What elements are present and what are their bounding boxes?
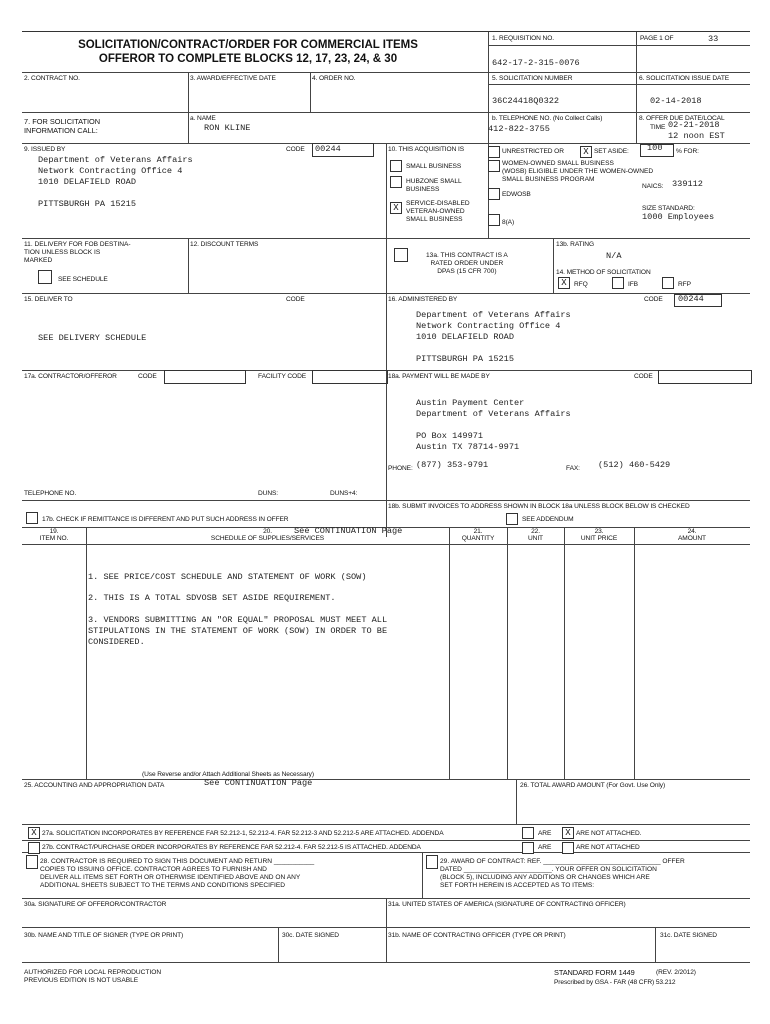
are-not-label: ARE NOT ATTACHED. [576,830,642,837]
schedule-continuation: See CONTINUATION Page [294,526,403,536]
contract-no-label: 2. CONTRACT NO. [24,75,80,82]
requisition-value[interactable]: 642-17-2-315-0076 [492,58,580,68]
naics-label: NAICS: [642,183,664,190]
see-addendum-label: SEE ADDENDUM [522,516,574,523]
schedule-header: SCHEDULE OF SUPPLIES/SERVICES [210,535,325,542]
administered-by-address[interactable]: Department of Veterans Affairs Network Contracting Office 4 1010 DELAFIELD ROAD PITTSBURGH PA 15215 [416,310,571,364]
amount-header: AMOUNT [678,535,706,542]
rating-value[interactable]: N/A [606,251,622,261]
award-checkbox[interactable] [426,855,438,869]
edwosb-label: EDWOSB [502,191,531,198]
payment-address[interactable]: Austin Payment Center Department of Veterans Affairs PO Box 149971 Austin TX 78714-9971 [416,398,571,452]
solicitation-date-label: 6. SOLICITATION ISSUE DATE [639,75,730,82]
delivery-fob-label: 11. DELIVERY FOR FOB DESTINA- TION UNLESS BLOCK IS MARKED [24,241,131,264]
size-standard-value[interactable]: 1000 Employees [642,212,715,222]
form-revision: (REV. 2/2012) [656,969,696,976]
duns4-label: DUNS+4: [330,490,358,497]
are-attached-checkbox-2[interactable] [522,842,534,854]
are-attached-checkbox[interactable] [522,827,534,839]
see-schedule-checkbox[interactable] [38,270,52,284]
issued-code-label: CODE [286,146,305,153]
offeror-signature-label: 30a. SIGNATURE OF OFFEROR/CONTRACTOR [24,901,167,908]
contractor-sign-checkbox[interactable] [26,855,38,869]
remittance-label: 17b. CHECK IF REMITTANCE IS DIFFERENT AND PUT SUCH ADDRESS IN OFFER [42,516,289,523]
award-contract-text: 29. AWARD OF CONTRACT: REF. ________________________________ OFFER DATED ________________________. YOUR OFFER ON SOLICITATION (BLOCK 5), INCLUDING ANY ADDITIONS OR CHANGES WHICH ARE SET FORTH HEREIN IS ACCEPTED AS TO ITEMS: [440,858,685,889]
payment-code-label: CODE [634,373,653,380]
solicitation-number-value[interactable]: 36C24418Q0322 [492,96,560,106]
are-label: ARE [538,830,552,837]
are-not-attached-checkbox[interactable]: X [562,827,574,839]
unrestricted-label: UNRESTRICTED OR [502,148,564,155]
payment-phone-value[interactable]: (877) 353-9791 [416,460,489,470]
form-title-line1: SOLICITATION/CONTRACT/ORDER FOR COMMERCIAL ITEMS [78,39,418,51]
rated-order-label: 13a. THIS CONTRACT IS A RATED ORDER UNDER DPAS (15 CFR 700) [426,252,508,275]
eight-a-checkbox[interactable] [488,214,500,226]
sdvosb-checkbox[interactable]: X [390,202,402,214]
quantity-num: 21. [473,528,483,535]
set-aside-percent: 100 [647,143,663,153]
unrestricted-checkbox[interactable] [488,146,500,158]
schedule-num: 20. [263,528,272,535]
wosb-checkbox[interactable] [488,160,500,172]
issued-by-label: 9. ISSUED BY [24,146,66,153]
unit-header: UNIT [528,535,543,542]
schedule-item: 3. VENDORS SUBMITTING AN "OR EQUAL" PROPOSAL MUST MEET ALL STIPULATIONS IN THE STATEMENT OF WORK (SOW) IN ORDER TO BE CONSIDERED. [88,615,388,647]
are-not-attached-checkbox-2[interactable] [562,842,574,854]
percent-for-label: % FOR: [676,148,699,155]
reproduction-note: AUTHORIZED FOR LOCAL REPRODUCTION PREVIOUS EDITION IS NOT USABLE [24,969,162,984]
item-no-num: 19. [49,528,59,535]
are-not-label-2: ARE NOT ATTACHED [576,844,640,851]
sf1449-form [22,31,750,1008]
acquisition-label: 10. THIS ACQUISITION IS [388,146,464,153]
standard-form-name: STANDARD FORM 1449 [554,968,635,977]
schedule-item: 2. THIS IS A TOTAL SDVOSB SET ASIDE REQUIREMENT. [88,593,336,603]
payment-label: 18a. PAYMENT WILL BE MADE BY [388,373,490,380]
ifb-label: IFB [628,281,638,288]
rfq-checkbox[interactable]: X [558,277,570,289]
contractor-label: 17a. CONTRACTOR/OFFEROR [24,373,117,380]
solicitation-date-value[interactable]: 02-14-2018 [650,96,702,106]
facility-code-label: FACILITY CODE [258,373,307,380]
solicitation-addenda-label: 27a. SOLICITATION INCORPORATES BY REFERENCE FAR 52.212-1, 52.212-4. FAR 52.212-3 AND 52.212-5 ARE ATTACHED. ADDENDA [42,830,444,837]
issued-by-address[interactable]: Department of Veterans Affairs Network Contracting Office 4 1010 DELAFIELD ROAD PITTSBURGH PA 15215 [38,155,193,209]
set-aside-label: SET ASIDE: [594,148,629,155]
total-award-label: 26. TOTAL AWARD AMOUNT (For Govt. Use Only) [520,782,666,789]
admin-code-value: 00244 [678,294,704,304]
award-date-label: 3. AWARD/EFFECTIVE DATE [190,75,276,82]
telephone-value[interactable]: 412-822-3755 [488,124,550,134]
offer-due-date[interactable]: 02-21-2018 [668,120,720,130]
payment-fax-label: FAX: [566,465,580,472]
rfp-label: RFP [678,281,691,288]
method-label: 14. METHOD OF SOLICITATION [556,269,651,276]
signer-name-label: 30b. NAME AND TITLE OF SIGNER (TYPE OR PRINT) [24,932,184,939]
contract-addenda-checkbox[interactable] [28,842,40,854]
contractor-code-label: CODE [138,373,157,380]
order-no-label: 4. ORDER NO. [312,75,356,82]
see-addendum-checkbox[interactable] [506,513,518,525]
hubzone-label: HUBZONE SMALL BUSINESS [406,178,462,193]
telephone-label: b. TELEPHONE NO. (No Collect Calls) [492,115,603,122]
payment-code-box[interactable] [658,370,752,384]
eight-a-label: 8(A) [502,219,515,226]
contractor-sign-text: 28. CONTRACTOR IS REQUIRED TO SIGN THIS DOCUMENT AND RETURN ___________ COPIES TO ISSUING OFFICE. CONTRACTOR AGREES TO FURNISH AND DELIVER ALL ITEMS SET FORTH OR OTHERWISE IDENTIFIED ABOVE AND ON ANY ADDITIONAL SHEETS SUBJECT TO THE TERMS AND CONDITIONS SPECIFIED [40,858,315,889]
officer-date-label: 31c. DATE SIGNED [660,932,717,939]
solicitation-addenda-checkbox[interactable]: X [28,827,40,839]
payment-phone-label: PHONE: [388,465,413,472]
admin-code-label: CODE [644,296,663,303]
name-label: a. NAME [190,115,216,122]
discount-terms-label: 12. DISCOUNT TERMS [190,241,259,248]
are-label-2: ARE [538,844,552,851]
requisition-label: 1. REQUISITION NO. [492,35,554,42]
small-business-label: SMALL BUSINESS [406,163,462,170]
prescribed-by: Prescribed by GSA - FAR (48 CFR) 53.212 [554,979,676,986]
edwosb-checkbox[interactable] [488,188,500,200]
contract-addenda-label: 27b. CONTRACT/PURCHASE ORDER INCORPORATES BY REFERENCE FAR 52.212-4. FAR 52.212-5 IS ATTACHED. ADDENDA [42,844,421,851]
offer-due-label: 8. OFFER DUE DATE/LOCAL [639,115,725,122]
wosb-label: WOMEN-OWNED SMALL BUSINESS (WOSB) ELIGIBLE UNDER THE WOMEN-OWNED SMALL BUSINESS PROGRAM [502,160,654,183]
telephone-no-label: TELEPHONE NO. [24,490,77,497]
deliver-code-label: CODE [286,296,305,303]
sdvosb-label: SERVICE-DISABLED VETERAN-OWNED SMALL BUSINESS [406,200,470,223]
solicitation-number-label: 5. SOLICITATION NUMBER [492,75,573,82]
unit-price-header: UNIT PRICE [580,535,618,542]
accounting-value[interactable]: See CONTINUATION Page [204,778,313,788]
administered-by-label: 16. ADMINISTERED BY [388,296,458,303]
page-total: 33 [708,34,719,44]
unit-price-num: 23. [594,528,604,535]
payment-fax-value[interactable]: (512) 460-5429 [598,460,671,470]
officer-name-label: 31b. NAME OF CONTRACTING OFFICER (TYPE OR PRINT) [388,932,566,939]
time-label: TIME [650,124,666,131]
size-standard-label: SIZE STANDARD: [642,205,695,212]
naics-value[interactable]: 339112 [672,179,703,189]
solicitation-info-label: 7. FOR SOLICITATION INFORMATION CALL: [24,117,101,135]
item-no-header: ITEM NO. [39,535,69,542]
offer-due-time[interactable]: 12 noon EST [668,131,725,141]
facility-code-box[interactable] [312,370,388,384]
reverse-note: (Use Reverse and/or Attach Additional Sheets as Necessary) [142,771,314,778]
officer-signature-label: 31a. UNITED STATES OF AMERICA (SIGNATURE OF CONTRACTING OFFICER) [388,901,626,908]
ifb-checkbox[interactable] [612,277,624,289]
set-aside-checkbox[interactable]: X [580,146,592,158]
issued-code-value: 00244 [315,144,341,154]
duns-label: DUNS: [258,490,279,497]
unit-num: 22. [531,528,540,535]
accounting-label: 25. ACCOUNTING AND APPROPRIATION DATA [24,782,165,789]
page-label: PAGE 1 OF [640,35,674,42]
deliver-to-label: 15. DELIVER TO [24,296,73,303]
rfp-checkbox[interactable] [662,277,674,289]
rated-order-checkbox[interactable] [394,248,408,262]
contact-name[interactable]: RON KLINE [204,123,251,133]
remittance-checkbox[interactable] [26,512,38,524]
quantity-header: QUANTITY [461,535,495,542]
small-business-checkbox[interactable] [390,160,402,172]
rating-label: 13b. RATING [556,241,594,248]
hubzone-checkbox[interactable] [390,176,402,188]
form-title-line2: OFFEROR TO COMPLETE BLOCKS 12, 17, 23, 24, & 30 [98,53,398,65]
deliver-to-value[interactable]: SEE DELIVERY SCHEDULE [38,333,147,343]
offeror-date-label: 30c. DATE SIGNED [282,932,339,939]
rfq-label: RFQ [574,281,588,288]
contractor-code-box[interactable] [164,370,246,384]
see-schedule-label: SEE SCHEDULE [58,276,108,283]
submit-invoices-label: 18b. SUBMIT INVOICES TO ADDRESS SHOWN IN BLOCK 18a UNLESS BLOCK BELOW IS CHECKED [388,503,690,510]
schedule-item: 1. SEE PRICE/COST SCHEDULE AND STATEMENT OF WORK (SOW) [88,572,367,582]
amount-num: 24. [687,528,697,535]
